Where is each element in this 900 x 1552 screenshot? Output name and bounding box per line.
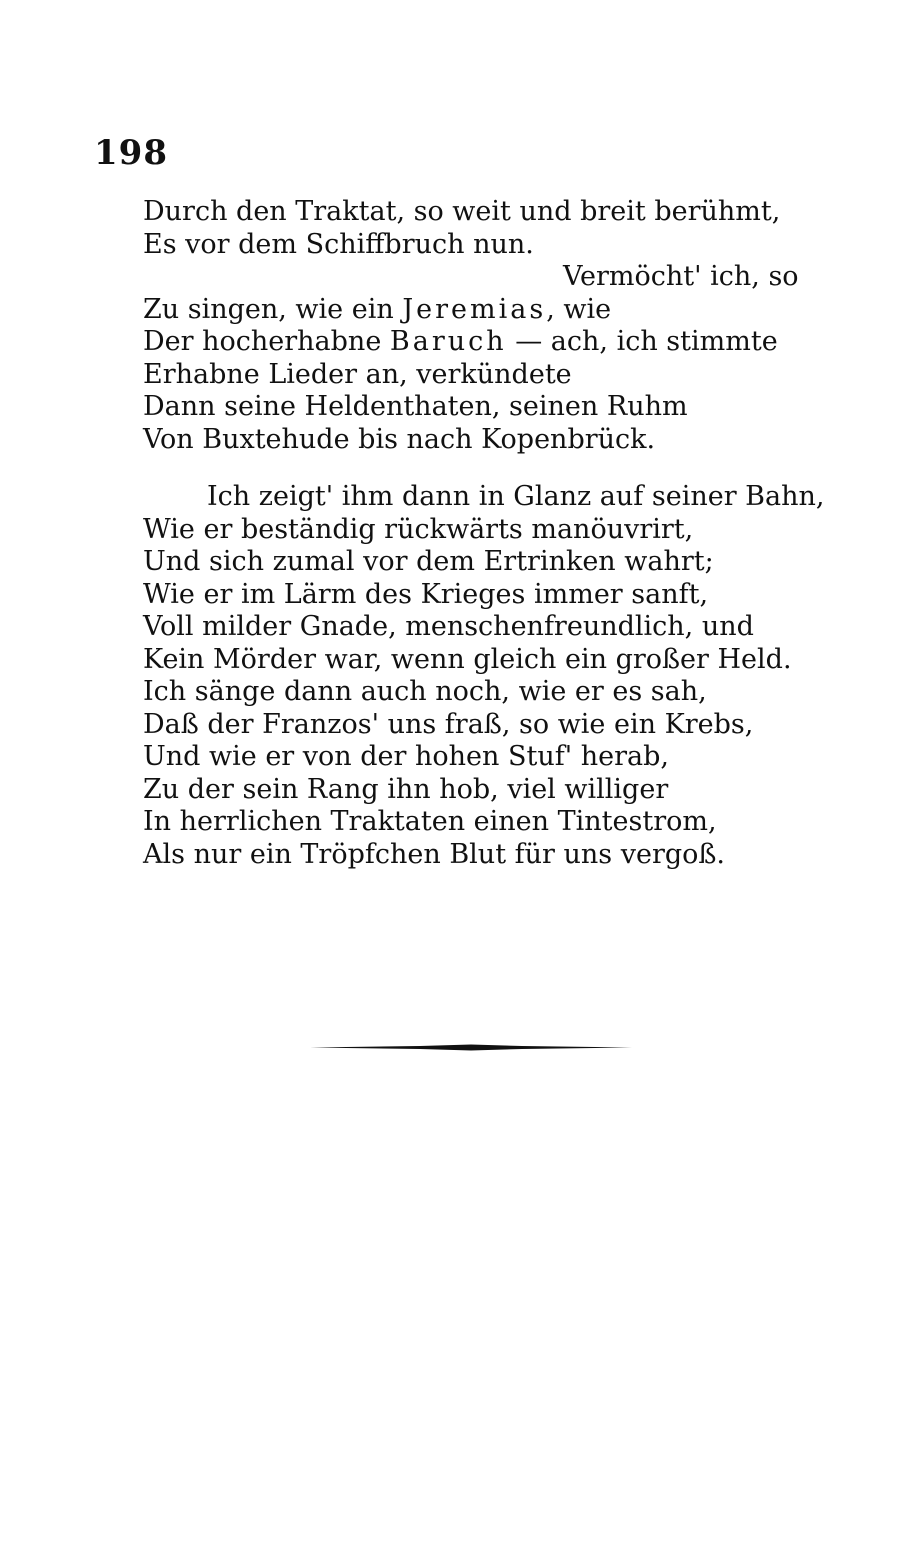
verse-fragment: Zu singen, wie ein bbox=[143, 293, 403, 325]
verse-line: In herrlichen Traktaten einen Tintestrom, bbox=[143, 806, 717, 837]
verse-line: Wie er im Lärm des Krieges immer sanft, bbox=[143, 578, 709, 610]
stanza-2 bbox=[143, 481, 824, 871]
verse-line: Kein Mörder war, wenn gleich ein großer Held. bbox=[143, 643, 792, 675]
stanza-1 bbox=[143, 196, 799, 456]
verse-line: Durch den Traktat, so weit und breit berühmt, bbox=[143, 196, 781, 227]
verse-line: Von Buxtehude bis nach Kopenbrück. bbox=[143, 423, 656, 455]
verse-line bbox=[143, 294, 799, 327]
page-number: 198 bbox=[94, 133, 168, 173]
name-baruch: Baruch bbox=[389, 326, 507, 357]
verse-line: Dann seine Heldenthaten, seinen Ruhm bbox=[143, 391, 688, 422]
verse-line: Zu der sein Rang ihn hob, viel williger bbox=[143, 773, 669, 805]
verse-line: Als nur ein Tröpfchen Blut für uns vergoß. bbox=[143, 838, 726, 870]
verse-fragment: Der hocherhabne bbox=[143, 326, 390, 357]
verse-line: Voll milder Gnade, menschenfreundlich, und bbox=[143, 611, 754, 642]
verse-line: Wie er beständig rückwärts manöuvrirt, bbox=[143, 513, 694, 545]
verse-fragment: , wie bbox=[546, 293, 612, 325]
end-rule-shape bbox=[310, 1045, 632, 1051]
verse-line: Vermöcht' ich, so bbox=[563, 261, 799, 292]
verse-fragment: — ach, ich stimmte bbox=[506, 326, 778, 357]
verse-line: Und wie er von der hohen Stuf' herab, bbox=[143, 741, 669, 772]
verse-line: Und sich zumal vor dem Ertrinken wahrt; bbox=[143, 546, 714, 577]
verse-line: Erhabne Lieder an, verkündete bbox=[143, 358, 572, 390]
name-jeremias: Jeremias bbox=[402, 293, 547, 325]
end-rule-divider bbox=[310, 1044, 632, 1051]
verse-line bbox=[143, 326, 799, 359]
verse-line: Ich zeigt' ihm dann in Glanz auf seiner Bahn, bbox=[207, 481, 825, 512]
verse-line: Es vor dem Schiffbruch nun. bbox=[143, 228, 534, 260]
verse-line: Ich sänge dann auch noch, wie er es sah, bbox=[143, 676, 707, 707]
verse-line: Daß der Franzos' uns fraß, so wie ein Krebs, bbox=[143, 708, 754, 740]
